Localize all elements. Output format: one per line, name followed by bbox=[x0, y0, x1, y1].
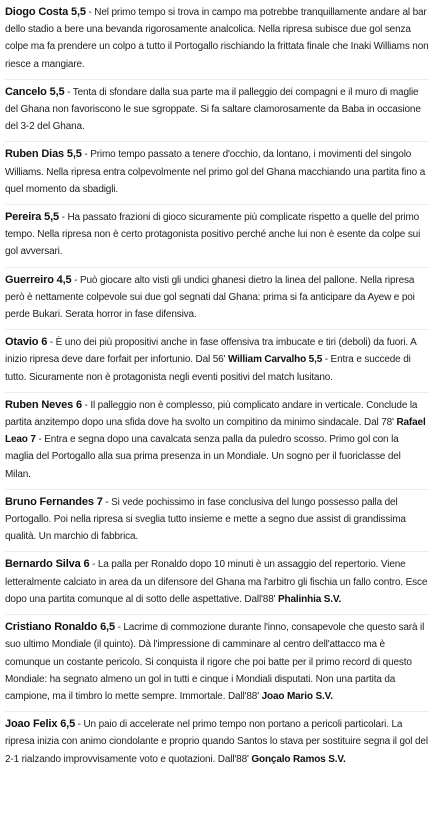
player-comment: - Un paio di accelerate nel primo tempo non portano a pericoli particolari. La ripresa inizia con animo ciondolante e proprio quando Santos lo stava per sostituire segna il gol del 2-1 rialzando improvvisamente voto e quotazioni. Dall'88' bbox=[5, 719, 428, 765]
player-comment: - Tenta di sfondare dalla sua parte ma il palleggio dei compagni e il muro di maglie del Ghana non favoriscono le sue sgroppate. Si fa saltare clamorosamente da Baba in occasione del 3-2 del Ghana. bbox=[5, 86, 421, 133]
rating-paragraph bbox=[5, 716, 429, 774]
player-name: Joao Felix 6,5 bbox=[5, 718, 76, 731]
substitute-comment: - Entra e succede di tutto. Sicuramente non è protagonista negli eventi positivi del match lusitano. bbox=[5, 354, 411, 383]
substitute-name: Gonçalo Ramos S.V. bbox=[251, 753, 346, 765]
player-comment: - La palla per Ronaldo dopo 10 minuti è un assaggio del repertorio. Viene letteralmente calciato in area da un difensore del Ghana ma l'arbitro gli fischia un fallo contro. Esce dopo una partita comunque al di sotto delle aspettative. Dall'88' bbox=[5, 559, 428, 605]
player-comment: - È uno dei più propositivi anche in fase offensiva tra imbucate e tiri (deboli) da fuori. A inizio ripresa deve dare forfait per infortunio. Dal 56' bbox=[5, 337, 417, 366]
player-name: Guerreiro 4,5 bbox=[5, 273, 72, 286]
player-name: Pereira 5,5 bbox=[5, 211, 60, 224]
rating-paragraph bbox=[5, 84, 429, 143]
rating-paragraph bbox=[5, 556, 429, 615]
rating-paragraph bbox=[5, 334, 429, 393]
rating-paragraph bbox=[5, 272, 429, 331]
substitute-name: Joao Mario S.V. bbox=[261, 690, 333, 702]
player-comment: - Lacrime di commozione durante l'inno, consapevole che questo sarà il suo ultimo Mondiale (il quinto). Dà l'impressione di camminare al centro dell'attacco ma è comunque un costante pericolo. Si conquista il rigore che poi batte per il primo record di questo Mondiale: ha segnato almeno un gol in tutti e cinque i Mondiali disputati. Non una partita da campione, ma il timbro lo mette sempre. Immortale. Dall'88' bbox=[5, 622, 425, 702]
player-comment: - Si vede pochissimo in fase conclusiva del lungo possesso palla del Portogallo. Poi nella ripresa si sveglia tutto insieme e mette a segno due assist di grandissima qualità. Un marchio di fabbrica. bbox=[5, 496, 406, 543]
rating-paragraph bbox=[5, 146, 429, 205]
substitute-comment: - Entra e segna dopo una cavalcata senza palla da puledro scosso. Primo gol con la maglia del Portogallo alla sua prima presenza in un Mondiale. Un sogno per il fuoriclasse del Milan. bbox=[5, 434, 401, 480]
rating-paragraph bbox=[5, 4, 429, 80]
rating-paragraph bbox=[5, 494, 429, 553]
rating-paragraph bbox=[5, 619, 429, 712]
player-comment: - Ha passato frazioni di gioco sicuramente più complicate rispetto a quelle del primo tempo. Nella ripresa non è certo protagonista positivo perché anche lui non è esente da colpe sui gol avversari. bbox=[5, 212, 421, 258]
player-name: Cristiano Ronaldo 6,5 bbox=[5, 621, 115, 634]
player-name: Ruben Neves 6 bbox=[5, 398, 82, 411]
substitute-name: Phalinhia S.V. bbox=[278, 593, 342, 605]
rating-paragraph bbox=[5, 209, 429, 268]
rating-paragraph bbox=[5, 397, 429, 490]
substitute-name: Rafael Leao 7 bbox=[5, 417, 426, 446]
player-comment: - Può giocare alto visti gli undici ghanesi dietro la linea del pallone. Nella ripresa però è nettamente colpevole sui due gol segnati dal Ghana: prima si fa anticipare da Ayew e poi perde Bukari. Serata horror in fase difensiva. bbox=[5, 274, 415, 321]
player-name: Cancelo 5,5 bbox=[5, 85, 65, 98]
player-name: Bernardo Silva 6 bbox=[5, 558, 90, 571]
player-comment: - Il palleggio non è complesso, più complicato andare in verticale. Conclude la partita anzitempo dopo una sfida dove ha svolto un compitino da minimo sindacale. Dal 78' bbox=[5, 399, 418, 429]
player-name: Otavio 6 bbox=[5, 336, 48, 349]
player-name: Bruno Fernandes 7 bbox=[5, 495, 103, 508]
player-comment: - Nel primo tempo si trova in campo ma potrebbe tranquillamente andare al bar dello stadio a bere una bevanda rigorosamente analcolica. Nella ripresa subisce due gol senza colpe ma fa prendere un colpo a tutto il Portogallo rischiando la frittata finale che Inaki Williams non riesce a mangiare. bbox=[5, 7, 429, 70]
player-name: Ruben Dias 5,5 bbox=[5, 148, 82, 161]
player-name: Diogo Costa 5,5 bbox=[5, 6, 86, 18]
player-comment: - Primo tempo passato a tenere d'occhio, da lontano, i movimenti del singolo Williams. Nella ripresa entra colpevolmente nel primo gol del Ghana macchiando una partita fino a quel momento da sbadigli. bbox=[5, 149, 426, 195]
substitute-name: William Carvalho 5,5 bbox=[227, 354, 323, 366]
